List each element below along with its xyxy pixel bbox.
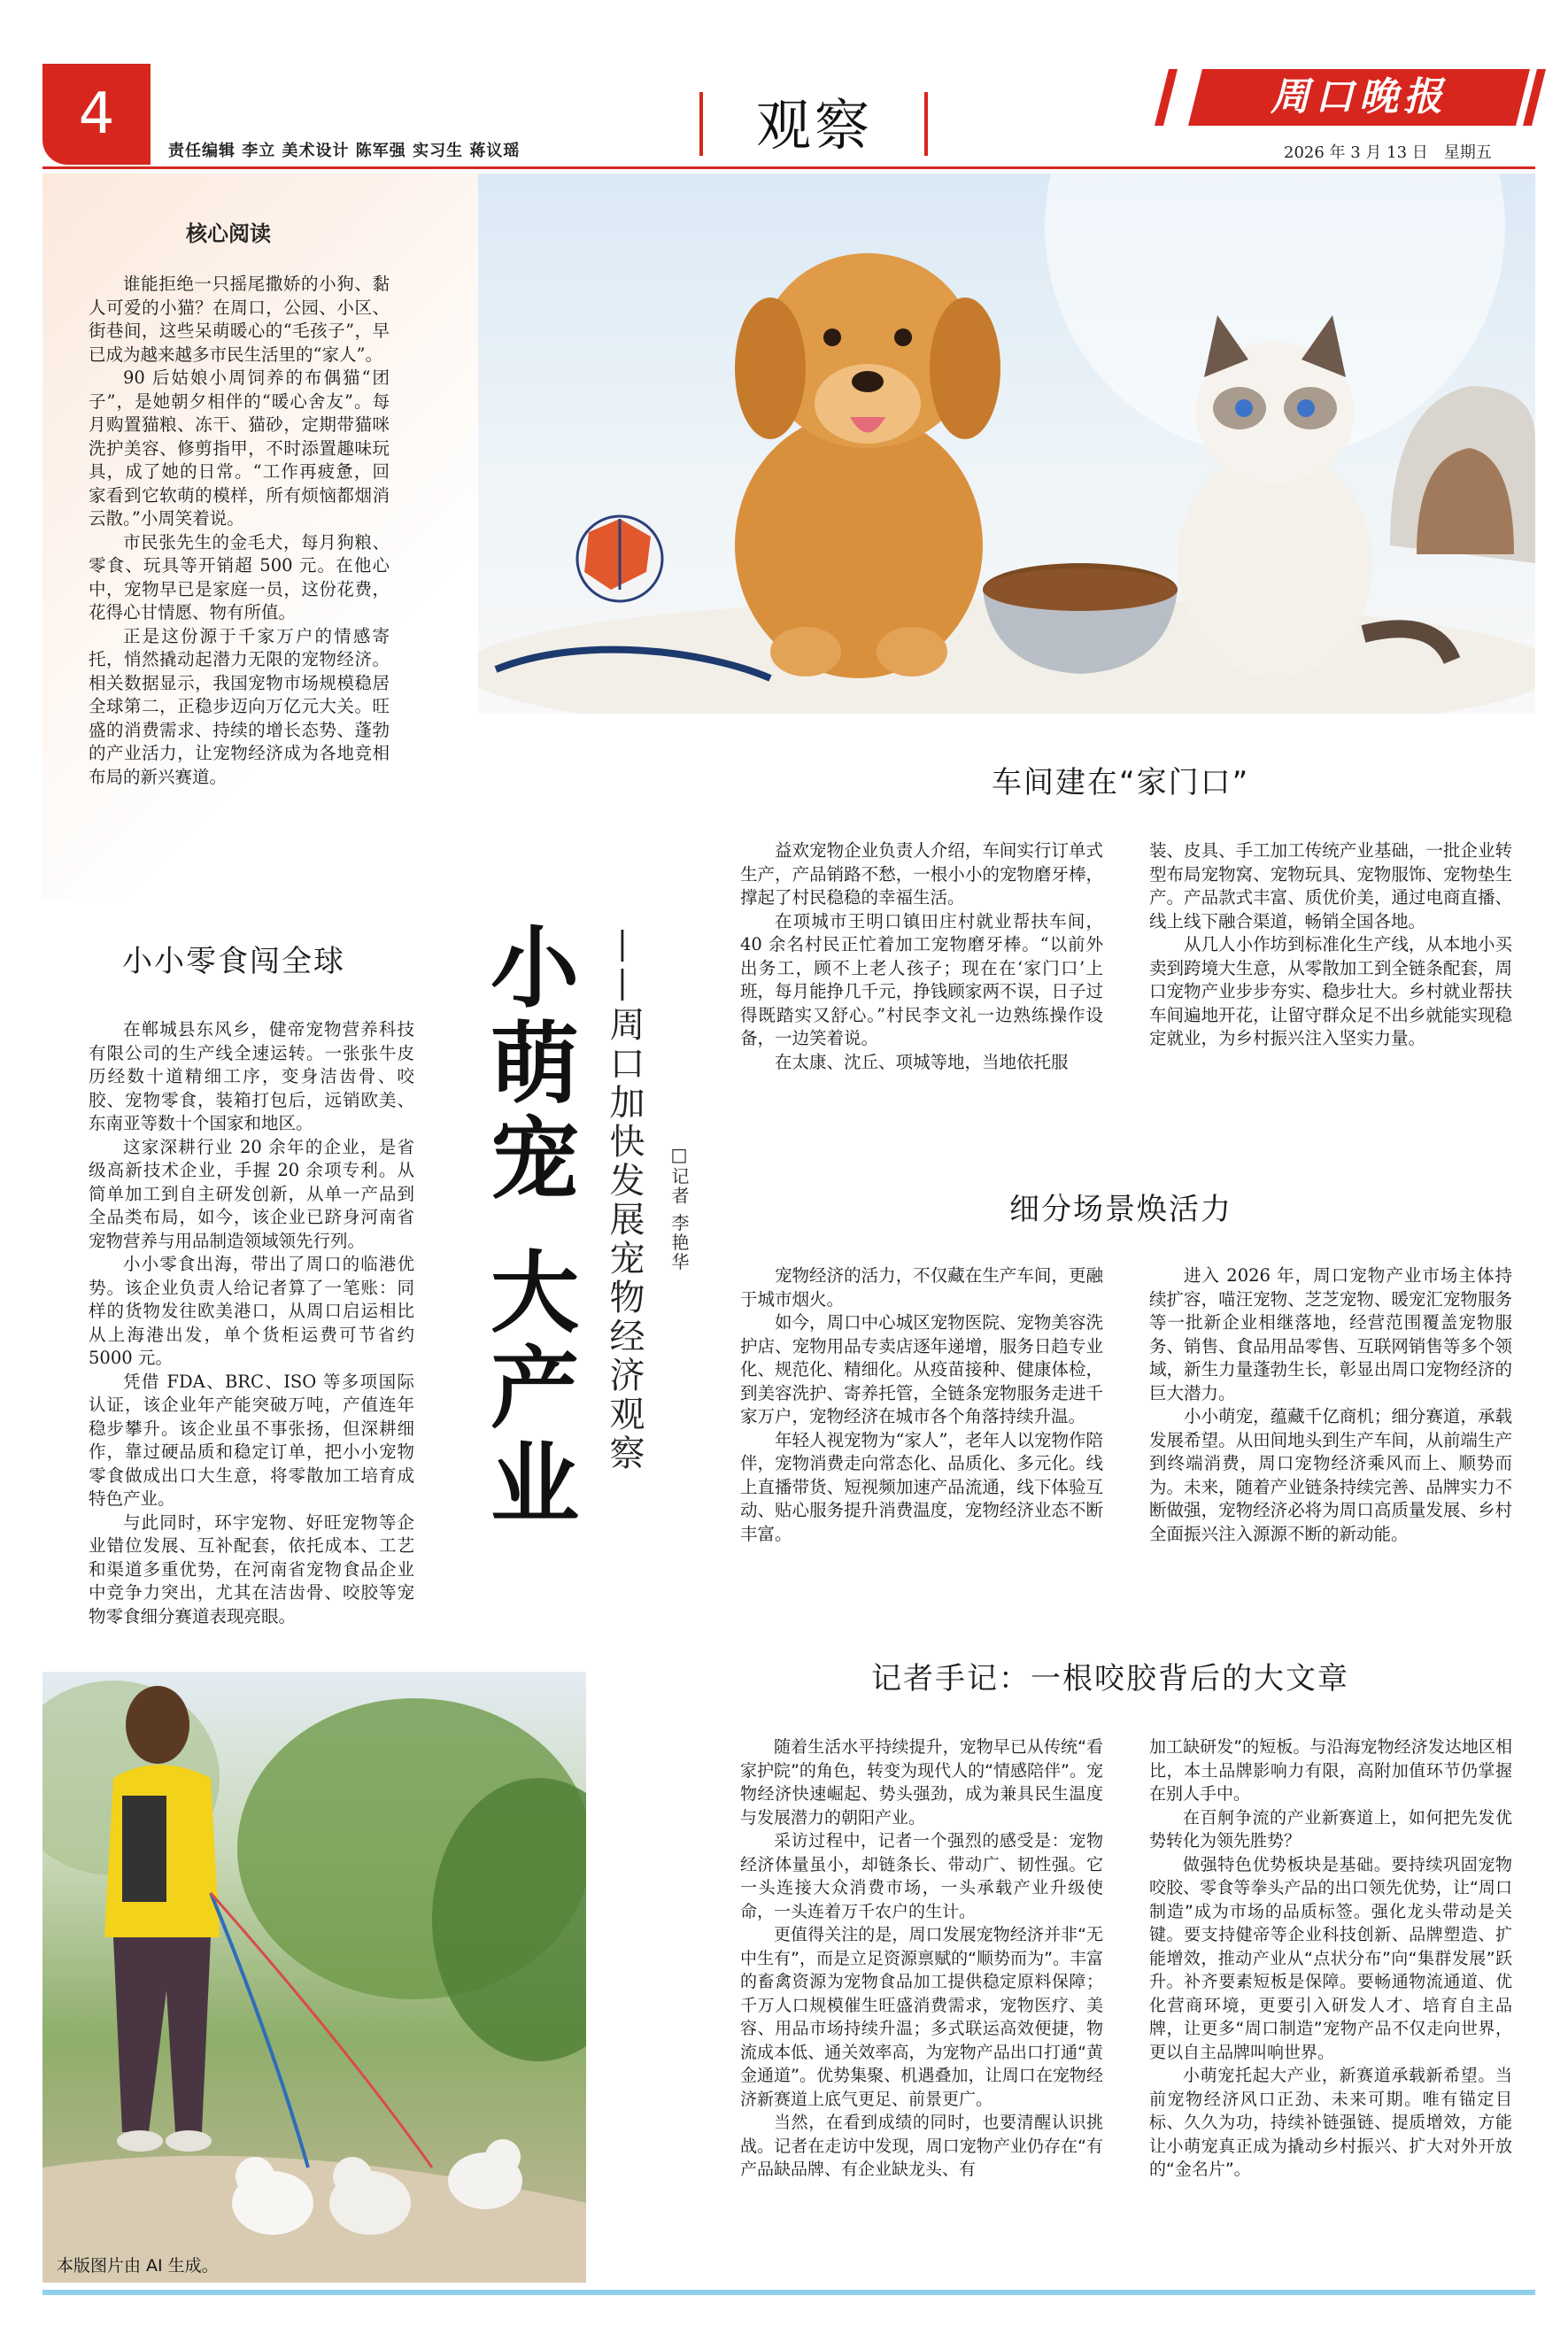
body-paragraph: 进入 2026 年，周口宠物产业市场主体持续扩容，喵汪宠物、芝芝宠物、暖宠汇宠物服务等一批新企业相继落地，经营范围覆盖宠物服务、销售、食品用品零售、互联网销售等多个领域，新生力量蓬勃生长，彰显出周口宠物经济的巨大潜力。 [1149,1265,1512,1403]
photo-credit-note: 本版图片由 AI 生成。 [57,2256,219,2276]
body-paragraph: 这家深耕行业 20 余年的企业，是省级高新技术企业，手握 20 余项专利。从简单加工到自主研发创新，从单一产品到全品类布局，如今，该企业已跻身河南省宠物营养与用品制造领域领先行列。 [89,1136,414,1251]
body-paragraph: 采访过程中，记者一个强烈的感受是：宠物经济体量虽小，却链条长、带动广、韧性强。它一头连接大众消费市场，一头承载产业升级使命，一头连着万千农户的生计。 [740,1831,1103,1921]
section3-col2 [1149,1264,1512,1546]
section1-body [89,1018,414,1628]
lead-paragraph: 市民张先生的金毛犬，每月狗粮、零食、玩具等开销超 500 元。在他心中，宠物早已是家庭一员，这份花费，花得心甘情愿、物有所值。 [89,531,390,622]
body-paragraph: 当然，在看到成绩的同时，也要清醒认识挑战。记者在走访中发现，周口宠物产业仍存在“有产品缺品牌、有企业缺龙头、有 [740,2113,1103,2179]
white-dog-icon [448,2139,522,2209]
body-paragraph: 年轻人视宠物为“家人”，老年人以宠物作陪伴，宠物消费走向常态化、品质化、多元化。线上直播带货、短视频加速产品流通，线下体验互动、贴心服务提升消费温度，宠物经济业态不断丰富。 [740,1429,1103,1544]
body-paragraph: 小小萌宠，蕴藏千亿商机；细分赛道，承载发展希望。从田间地头到生产车间，从前端生产到终端消费，周口宠物经济乘风而上、顺势而为。未来，随着产业链条持续完善、品牌实力不断做强，宠物经济必将为周口高质量发展、乡村全面振兴注入源源不断的新动能。 [1149,1406,1512,1544]
section3-col1 [740,1264,1103,1546]
section-heading: 记者手记：一根咬胶背后的大文章 [871,1661,1349,1696]
main-headline: 小萌宠 大产业 [475,921,579,1533]
white-dog-icon [329,2157,411,2235]
hero-illustration [478,174,1535,714]
body-paragraph: 小萌宠托起大产业，新赛道承载新希望。当前宠物经济风口正劲、未来可期。唯有锚定目标、久久为功，持续补链强链、提质增效，方能让小萌宠真正成为撬动乡村振兴、扩大对外开放的“金名片”。 [1149,2066,1512,2179]
lead-paragraph: 谁能拒绝一只摇尾撒娇的小狗、黏人可爱的小猫？在周口，公园、小区、街巷间，这些呆萌暖心的“毛孩子”，早已成为越来越多市民生活里的“家人”。 [89,274,390,365]
lead-heading: 核心阅读 [186,221,271,246]
issue-date: 2026 年 3 月 13 日 星期五 [1284,143,1492,162]
body-paragraph: 在项城市王明口镇田庄村就业帮扶车间，40 余名村民正忙着加工宠物磨牙棒。“以前外出务工，顾不上老人孩子；现在在‘家门口’上班，每月能挣几千元，挣钱顾家两不误，日子过得既踏实又舒心。”村民李文礼一边熟练操作设备，一边笑着说。 [740,910,1103,1048]
section2-col1 [740,839,1103,1074]
body-paragraph: 加工缺研发”的短板。与沿海宠物经济发达地区相比，本土品牌影响力有限，高附加值环节仍掌握在别人手中。 [1149,1737,1512,1804]
dog-walking-illustration [42,1672,586,2283]
ball-icon [577,516,662,601]
lead-paragraph: 正是这份源于千家万户的情感寄托，悄然撬动起潜力无限的宠物经济。相关数据显示，我国宠物市场规模稳居全球第二，正稳步迈向万亿元大关。旺盛的消费需求、持续的增长态势、蓬勃的产业活力，让宠物经济成为各地竞相布局的新兴赛道。 [89,625,390,787]
golden-retriever-illustration [735,253,1000,678]
page-number-badge: 4 [42,64,151,165]
body-paragraph: 装、皮具、手工加工传统产业基础，一批企业转型布局宠物窝、宠物玩具、宠物服饰、宠物垫生产。产品款式丰富、质优价美，通过电商直播、线上线下融合渠道，畅销全国各地。 [1149,840,1512,931]
section-heading: 车间建在“家门口” [992,765,1250,800]
pets-illustration [478,174,1535,714]
body-paragraph: 在百舸争流的产业新赛道上，如何把先发优势转化为领先胜势？ [1149,1807,1512,1851]
section-divider-left [699,92,703,156]
byline: □记者 李艳华 [668,1144,690,1272]
body-paragraph: 随着生活水平持续提升，宠物早已从传统“看家护院”的角色，转变为现代人的“情感陪伴”。宠物经济快速崛起、势头强劲，成为兼具民生温度与发展潜力的朝阳产业。 [740,1737,1103,1828]
body-paragraph: 与此同时，环宇宠物、好旺宠物等企业错位发展、互补配套，依托成本、工艺和渠道多重优势，在河南省宠物食品企业中竞争力突出，尤其在洁齿骨、咬胶等宠物零食细分赛道表现亮眼。 [89,1511,414,1627]
editor-credits: 责任编辑 李立 美术设计 陈军强 实习生 蒋议瑶 [168,142,521,160]
body-paragraph: 宠物经济的活力，不仅藏在生产车间，更融于城市烟火。 [740,1265,1103,1310]
body-paragraph: 更值得关注的是，周口发展宠物经济并非“无中生有”，而是立足资源禀赋的“顺势而为”。丰富的畜禽资源为宠物食品加工提供稳定原料保障；千万人口规模催生旺盛消费需求，宠物医疗、美容、用品市场持续升温；多式联运高效便捷，物流成本低、通关效率高，为宠物产品出口打通“黄金通道”。优势集聚、机遇叠加，让周口在宠物经济新赛道上底气更足、前景更广。 [740,1925,1103,2109]
sub-headline: ——周口加快发展宠物经济观察 [604,928,645,1473]
section4-col2 [1149,1735,1512,2182]
body-paragraph: 小小零食出海，带出了周口的临港优势。该企业负责人给记者算了一笔账：同样的货物发往欧美港口，从周口启运相比从上海港出发，单个货柜运费可节省约 5000 元。 [89,1254,414,1368]
section-heading: 细分场景焕活力 [1009,1192,1232,1227]
body-paragraph: 凭借 FDA、BRC、ISO 等多项国际认证，该企业年产能突破万吨，产值连年稳步攀升。该企业虽不事张扬，但深耕细作，靠过硬品质和稳定订单，把小小宠物零食做成出口大生意，将零散加工培育成特色产业。 [89,1371,414,1509]
bottom-border [42,2290,1535,2295]
body-paragraph: 做强特色优势板块是基础。要持续巩固宠物咬胶、零食等拳头产品的出口领先优势，让“周口制造”成为市场的品质标签。强化龙头带动是关键。要支持健帝等企业科技创新、品牌塑造、扩能增效，推动产业从“点状分布”向“集群发展”跃升。补齐要素短板是保障。要畅通物流通道、优化营商环境，更要引入研发人才、培育自主品牌，让更多“周口制造”宠物产品不仅走向世界，更以自主品牌叫响世界。 [1149,1854,1512,2062]
header-rule [42,166,1535,169]
body-paragraph: 从几人小作坊到标准化生产线，从本地小买卖到跨境大生意，从零散加工到全链条配套，周口宠物产业步步夯实、稳步壮大。乡村就业帮扶车间遍地开花，让留守群众足不出乡就能实现稳定就业，为乡村振兴注入坚实力量。 [1149,934,1512,1048]
pet-house-icon [1390,386,1535,563]
section4-col1 [740,1735,1103,2182]
newspaper-logo: 周口晚报 [1188,69,1530,126]
lead-paragraph: 90 后姑娘小周饲养的布偶猫“团子”，是她朝夕相伴的“暖心舍友”。每月购置猫粮、冻干、猫砂，定期带猫咪洗护美容、修剪指甲，不时添置趣味玩具，成了她的日常。“工作再疲惫，回家看到它软萌的模样，所有烦恼都烟消云散。”小周笑着说。 [89,367,390,529]
section-divider-right [924,92,928,156]
section-heading: 小小零食闯全球 [122,944,345,979]
body-paragraph: 在郸城县东风乡，健帝宠物营养科技有限公司的生产线全速运转。一张张牛皮历经数十道精细工序，变身洁齿骨、咬胶、宠物零食，装箱打包后，远销欧美、东南亚等数十个国家和地区。 [89,1019,414,1133]
body-paragraph: 益欢宠物企业负责人介绍，车间实行订单式生产，产品销路不愁，一根小小的宠物磨牙棒，撑起了村民稳稳的幸福生活。 [740,840,1103,908]
body-paragraph: 如今，周口中心城区宠物医院、宠物美容洗护店、宠物用品专卖店逐年递增，服务日趋专业化、规范化、精细化。从疫苗接种、健康体检，到美容洗护、寄养托管，全链条宠物服务走进千家万户，宠物经济在城市各个角落持续升温。 [740,1312,1103,1426]
dog-walking-photo [42,1672,586,2283]
section2-col2 [1149,839,1512,1051]
logo-stripe [1155,69,1178,126]
body-paragraph: 在太康、沈丘、项城等地，当地依托服 [775,1051,1069,1072]
lead-body [89,273,390,789]
section-title: 观察 [755,93,873,158]
